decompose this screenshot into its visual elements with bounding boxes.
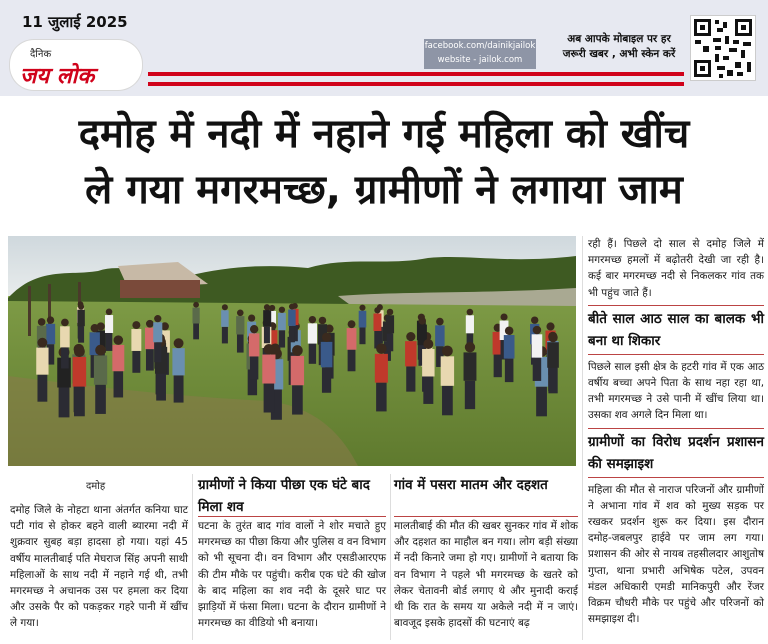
headline (8, 106, 760, 218)
column-rule (588, 354, 764, 355)
contact-box[interactable] (424, 39, 536, 69)
website-link[interactable]: website - jailok.com (437, 55, 523, 65)
scan-prompt (546, 32, 692, 62)
column-divider (582, 236, 583, 640)
column-divider (390, 474, 391, 640)
article-column-3: मालतीबाई की मौत की खबर सुनकर गांव में शोक और दहशत का माहौल बन गया। लोग बड़ी संख्या में नदी किनारे जमा हो गए। ग्रामीणों ने बताया कि वन विभाग ने पहले भी मगरमच्छ के खतरे को लेकर चेतावनी बोर्ड लगाए थे और मुनादी कराई थी कि रात के समय या अकेले नदी में न जाएं। बावजूद इसके हादसों की घटनाएं बढ़ (394, 520, 578, 630)
column-3-heading: गांव में पसरा मातम और दहशत (394, 477, 548, 493)
column-4-paragraph: पिछले साल इसी क्षेत्र के हटरी गांव में एक आठ वर्षीय बच्चा अपने पिता के साथ नहा रहा था, तभी मगरमच्छ ने उसे पानी में खींच लिया था। उसका शव अगले दिन मिला था। (588, 360, 764, 422)
qr-code-icon[interactable] (690, 15, 756, 81)
photo-caption: दमोह (86, 481, 106, 492)
facebook-link[interactable]: facebook.com/dainikjailok (424, 41, 536, 51)
column-4-heading: ग्रामीणों का विरोध प्रदर्शन प्रशासन की समझाइश (588, 433, 764, 472)
column-divider (192, 474, 193, 640)
logo-main-text: जय लोक (20, 64, 95, 89)
headline-line: ले गया मगरमच्छ, ग्रामीणों ने लगाया जाम (85, 167, 683, 213)
article-column-1: दमोह जिले के नोहटा थाना अंतर्गत कनिया घाट पटी गांव से होकर बहने वाली ब्यारमा नदी में शुक्रवार सुबह बड़ा हादसा हो गया। यहां 45 वर्षीय मालतीबाई पति मेघराज सिंह अपनी साथी महिलाओं के साथ नदी में नहाने गई थी, तभी मगरमच्छ ने अचानक उस पर हमला कर दिया और उसके पैर को पकड़कर गहरे पानी में खींच ले गया। (10, 504, 188, 630)
article-column-2: घटना के तुरंत बाद गांव वालों ने शोर मचाते हुए मगरमच्छ का पीछा किया और पुलिस व वन विभाग को भी सूचना दी। वन विभाग और एसडीआरएफ की टीम मौके पर पहुंची। करीब एक घंटे की खोज के बाद महिला का शव नदी के दूसरे घाट पर झाड़ियों में फंसा मिला। घटना के दौरान ग्रामीणों ने मगरमच्छ का वीडियो भी बनाया। (198, 520, 386, 630)
news-photo (8, 236, 576, 466)
masthead-red-rule (148, 72, 684, 76)
scan-prompt-line: जरूरी खबर , अभी स्केन करें (562, 48, 676, 60)
column-4-heading: बीते साल आठ साल का बालक भी बना था शिकार (588, 310, 764, 349)
column-rule (588, 305, 764, 306)
headline-line: दमोह में नदी में नहाने गई महिला को खींच (78, 111, 690, 157)
scan-prompt-line: अब आपके मोबाइल पर हर (567, 33, 671, 45)
article-column-4 (588, 236, 764, 627)
column-rule (588, 477, 764, 478)
column-rule (588, 428, 764, 429)
column-rule (394, 516, 578, 517)
column-rule (198, 516, 386, 517)
column-2-heading: ग्रामीणों ने किया पीछा एक घंटे बाद मिला शव (198, 477, 370, 515)
column-4-paragraph: महिला की मौत से नाराज परिजनों और ग्रामीणों ने अभाना गांव में शव को मुख्य सड़क पर रखकर प्रदर्शन शुरू कर दिया। इस दौरान दमोह-जबलपुर हाईवे पर जाम लग गया। प्रशासन की ओर से नायब तहसीलदार आशुतोष गुप्ता, थाना प्रभारी अभिषेक पटेल, उपवन मंडल अधिकारी एमडी मानिकपुरी और रेंजर विक्रम चौधरी मौके पर पहुंचे और परिजनों को समझाइश दी। (588, 483, 764, 626)
logo-small-text: दैनिक (30, 49, 52, 60)
column-4-paragraph: रही हैं। पिछले दो साल से दमोह जिले में मगरमच्छ हमलों में बढ़ोतरी देखी जा रही है। कई बार मगरमच्छ नदी से निकलकर गांव तक भी पहुंच जाते हैं। (588, 238, 764, 299)
publication-date: 11 जुलाई 2025 (22, 13, 128, 31)
masthead-red-rule (148, 82, 684, 86)
